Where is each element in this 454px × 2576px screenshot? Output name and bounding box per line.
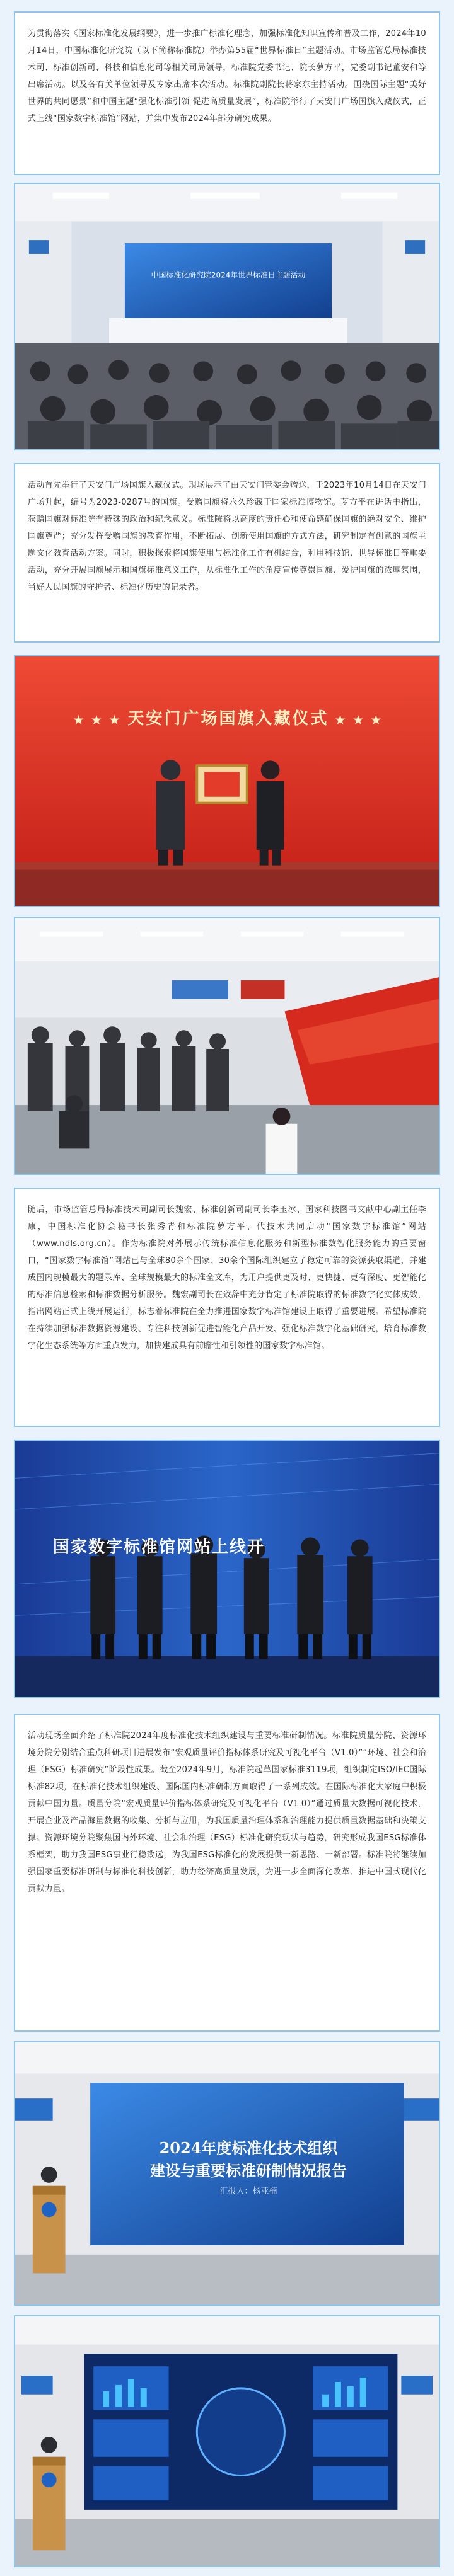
photo-website-launch [14, 1440, 440, 1698]
report-title-block [110, 2137, 387, 2201]
report-speaker: 汇报人：杨亚楠 [219, 2187, 277, 2196]
auditorium-screen-title: 中国标准化研究院2024年世界标准日主题活动 [151, 270, 306, 280]
photo-auditorium [14, 183, 440, 450]
intro-paragraph-box [14, 11, 440, 175]
photo-dashboard-presentation [14, 2315, 440, 2567]
photo-exhibition-hall-art [15, 918, 439, 1174]
photo-flag-ceremony-art [15, 656, 439, 906]
flag-paragraph-box [14, 463, 440, 643]
website-launch-title: 国家数字标准馆网站上线开 [53, 1538, 265, 1557]
photo-dashboard-presentation-art [15, 2316, 439, 2566]
flag-ceremony-title: 天安门广场国旗入藏仪式 [127, 709, 329, 728]
banner-stars-left: ★ ★ ★ [73, 714, 122, 727]
photo-flag-ceremony [14, 655, 440, 907]
photo-auditorium-art [15, 184, 439, 449]
digital-paragraph-box [14, 1188, 440, 1427]
intro-paragraph: 为贯彻落实《国家标准化发展纲要》，进一步推广标准化理念，加强标准化知识宣传和普及工作，2024年10月14日，中国标准化研究院（以下简称标准院）举办第55届“世界标准日”主题活动。市场监管总局标准技术司、标准创新司、科技和信息化司等相关司局领导，标准院党委书记、院长萝方平，党委副书记董安和等出席活动。以及各有关单位领导及专家出席本次活动。标准院副院长蒋家东主持活动。围绕国际主题“美好世界的共同愿景”和中国主题“强化标准引领 促进高质量发展”，标准院举行了天安门广场国旗入藏仪式，正式上线“国家数字标准馆”网站，并集中发布2024年部分研究成果。 [28, 29, 426, 123]
digital-paragraph: 随后，市场监管总局标准技术司副司长魏宏、标准创新司副司长李玉冰、国家科技图书文献中心副主任李康，中国标准化协会秘书长张秀青和标准院萝方平、代技术共同启动“国家数字标准馆”网站（www.ndls.org.cn）。作为标准院对外展示传统标准信息化服务和新型标准数智化服务能力的重要窗口，“国家数字标准馆”网站已与全球80余个国家、30余个国际组织建立了稳定可靠的资源获取渠道，并建成国内规模最大的题录库、全球规模最大的标准全文库，为用户提供更及时、更快捷、更有深度、更智能化的标准信息检索和标准数据分析服务。魏宏副司长在致辞中充分肯定了标准院取得的标准数字化实体成效，指出网站正式上线开展运行，标志着标准院在全力推进国家数字标准馆建设上取得了重要进展。希望标准院在持续加强标准数据资源建设、专注科技创新促进智能化产品开发、强化标准数字化基础研究，培育标准数字化生态系统等方面重点发力，加快建成具有前瞻性和引领性的国家数字标准馆。 [28, 1205, 426, 1351]
results-paragraph: 活动现场全面介绍了标准院2024年度标准化技术组织建设与重要标准研制情况。标准院质量分院、资源环境分院分别结合重点科研项目进展发布“宏观质量评价指标体系研究及可视化平台（V1.0）”“环境、社会和治理（ESG）标准研究”阶段性成果。截至2024年9月，标准院起草国家标准3119项，组织制定ISO/IEC国际标准82项，在标准化技术组织建设、国际国内标准研制方面取得了一系列成效。在国际标准化大家庭中积极贡献中国力量。质量分院“宏观质量评价指标体系研究及可视化平台（V1.0）”通过质量大数据可视化技术，开展企业及产品海量数据的收集、分析与应用，为我国质量治理体系和治理能力提供质量数据基础和决策支撑。资源环境分院聚焦国内外环境、社会和治理（ESG）标准化研究现状与趋势，研究形成我国ESG标准体系框架，助力我国ESG事业行稳致远，为我国ESG标准化的发展提供一新思路、一新部署。标准院将继续加强国家重要标准研制与标准化科技创新，助力经济高质量发展，为进一步全面深化改革、推进中国式现代化贡献力量。 [28, 1731, 426, 1894]
report-title-line2: 建设与重要标准研制情况报告 [150, 2161, 347, 2180]
flag-paragraph: 活动首先举行了天安门广场国旗入藏仪式。现场展示了由天安门管委会赠送，于2023年10月14日在天安门广场升起，编号为2023-0287号的国旗。受赠国旗将永久珍藏于国家标准博物馆。萝方平在讲话中指出，获赠国旗对标准院有特殊的政治和纪念意义。标准院将以高度的责任心和使命感确保国旗的绝对安全、维护国旗尊严；充分发挥受赠国旗的教育作用，不断拓展、创新使用国旗的方式方法，研究制定有创意的国旗主题文化教育活动方案。同时，积极探索将国旗使用与标准化工作有机结合，利用科技馆、世界标准日等重要活动，充分开展国旗展示和国旗标准意义工作，从标准化工作的角度宣传尊崇国旗、爱护国旗的浓厚氛围，当好人民国旗的守护者、标准化历史的记录者。 [28, 481, 426, 592]
results-paragraph-box [14, 1714, 440, 2032]
banner-stars-right: ★ ★ ★ [335, 714, 383, 727]
photo-website-launch-art [15, 1441, 439, 1697]
photo-exhibition-hall [14, 917, 440, 1175]
report-title-line1: 2024年度标准化技术组织 [159, 2139, 338, 2157]
flag-ceremony-banner [15, 706, 440, 729]
photo-report-presentation [14, 2041, 440, 2306]
